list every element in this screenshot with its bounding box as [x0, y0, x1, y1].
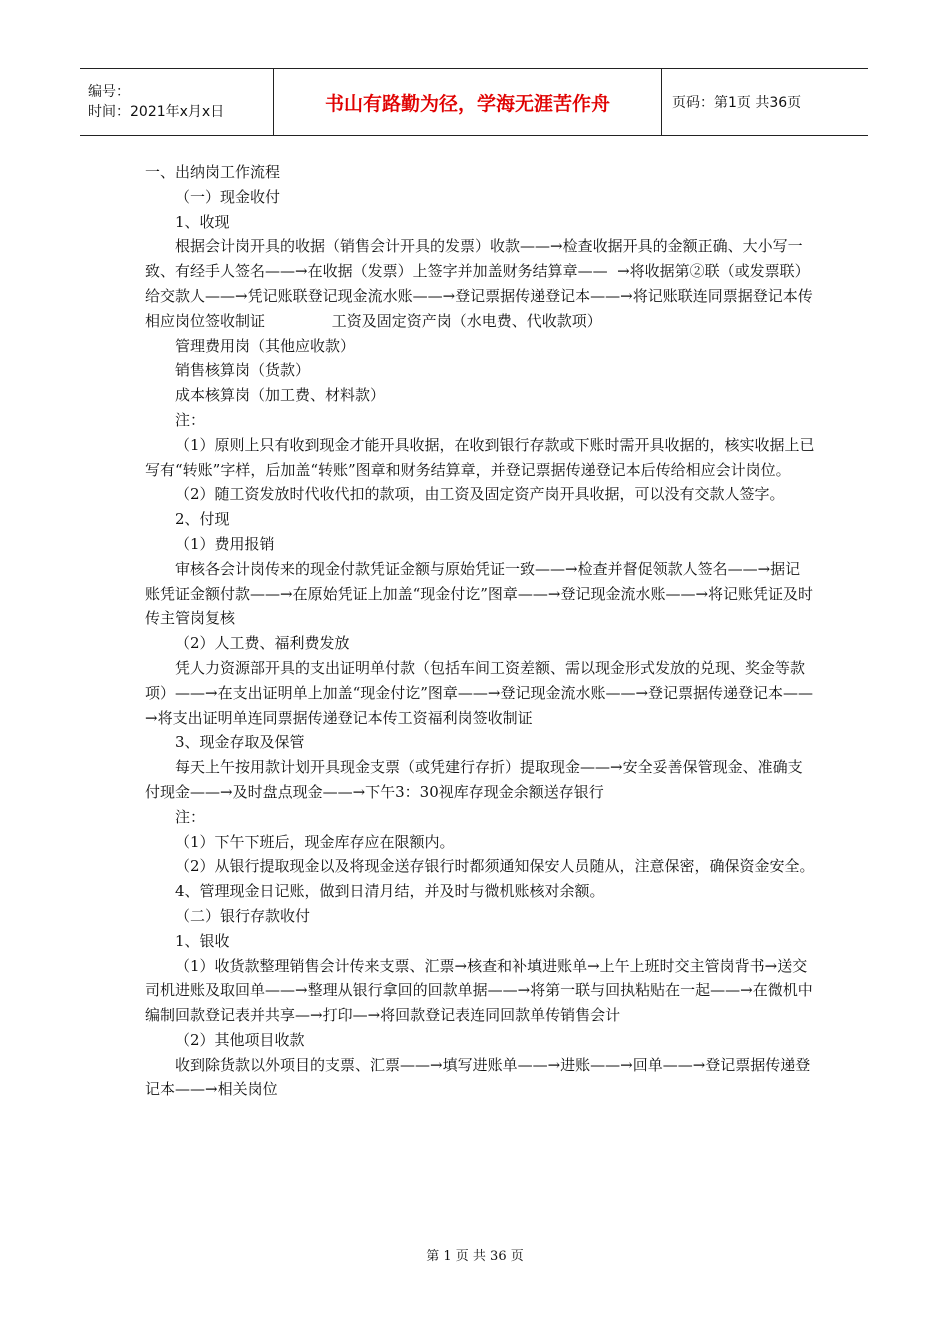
paragraph: 每天上午按用款计划开具现金支票（或凭建行存折）提取现金——→安全妥善保管现金、准确支付现金——→及时盘点现金——→下午3：30视库存现金余额送存银行 [145, 758, 803, 801]
paragraph: 注： [175, 807, 206, 826]
paragraph: 1、收现 [175, 212, 230, 231]
paragraph: 审核各会计岗传来的现金付款凭证金额与原始凭证一致——→检查并督促领款人签名——→据记账凭证金额付款——→在原始凭证上加盖“现金付讫”图章——→登记现金流水账——→将记账凭证及时传主管岗复核 [145, 559, 814, 628]
time-label: 时间：2021年x月x日 [88, 104, 225, 120]
paragraph: （1）下午下班后，现金库存应在限额内。 [175, 832, 455, 851]
paragraph: （二）银行存款收付 [175, 906, 311, 925]
paragraph: 1、银收 [175, 931, 230, 950]
motto-text: 书山有路勤为径，学海无涯苦作舟 [324, 92, 610, 115]
paragraph: 凭人力资源部开具的支出证明单付款（包括车间工资差额、需以现金形式发放的兑现、奖金等款项）——→在支出证明单上加盖“现金付讫”图章——→登记现金流水账——→登记票据传递登记本——→将支出证明单连同票据传递登记本传工资福利岗签收制证 [145, 658, 814, 727]
header-page [662, 69, 868, 135]
paragraph: 4、管理现金日记账，做到日清月结，并及时与微机账核对余额。 [175, 882, 605, 901]
paragraph: （1）原则上只有收到现金才能开具收据，在收到银行存款或下账时需开具收据的，核实收据上已写有“转账”字样，后加盖“转账”图章和财务结算章，并登记票据传递登记本后传给相应会计岗位。 [145, 435, 815, 479]
paragraph: （2）随工资发放时代收代扣的款项，由工资及固定资产岗开具收据，可以没有交款人签字。 [175, 485, 785, 504]
paragraph: （1）收货款整理销售会计传来支票、汇票→核查和补填进账单→上午上班时交主管岗背书→送交司机进账及取回单——→整理从银行拿回的回款单据——→将第一联与回执粘贴在一起——→在微机中编制回款登记表并共享—→打印—→将回款登记表连同回款单传销售会计 [145, 956, 813, 1025]
paragraph: 注： [175, 410, 206, 429]
paragraph: 一、出纳岗工作流程 [145, 163, 281, 181]
paragraph: 销售核算岗（货款） [175, 361, 311, 380]
paragraph: 根据会计岗开具的收据（销售会计开具的发票）收款——→检查收据开具的金额正确、大小写一致、有经手人签名——→在收据（发票）上签字并加盖财务结算章—— →将收据第②联（或发票联）给交款人——→凭记账联登记现金流水账——→登记票据传递登记本——→将记账联连同票据登记本传相应岗位签收制证 工资及固定资产岗（水电费、代收款项） [145, 237, 813, 330]
header-info [80, 69, 274, 135]
paragraph: （2）人工费、福利费发放 [175, 634, 350, 653]
document-body [145, 160, 815, 1102]
page-footer: 第 1 页 共 36 页 [426, 1249, 524, 1264]
paragraph: （1）费用报销 [175, 534, 275, 553]
paragraph: 成本核算岗（加工费、材料款） [175, 386, 386, 405]
paragraph: （一）现金收付 [175, 187, 281, 206]
paragraph: （2）其他项目收款 [175, 1030, 305, 1049]
paragraph: 管理费用岗（其他应收款） [175, 336, 356, 355]
paragraph: 3、现金存取及保管 [175, 733, 305, 752]
header-motto [274, 69, 662, 135]
paragraph: 收到除货款以外项目的支票、汇票——→填写进账单——→进账——→回单——→登记票据传递登记本——→相关岗位 [145, 1055, 811, 1099]
paragraph: （2）从银行提取现金以及将现金送存银行时都须通知保安人员随从，注意保密，确保资金安全。 [175, 857, 815, 876]
page-number: 页码：第1页 共36页 [672, 95, 802, 111]
paragraph: 2、付现 [175, 510, 230, 529]
serial-label: 编号： [88, 84, 130, 100]
page-header [80, 68, 868, 136]
